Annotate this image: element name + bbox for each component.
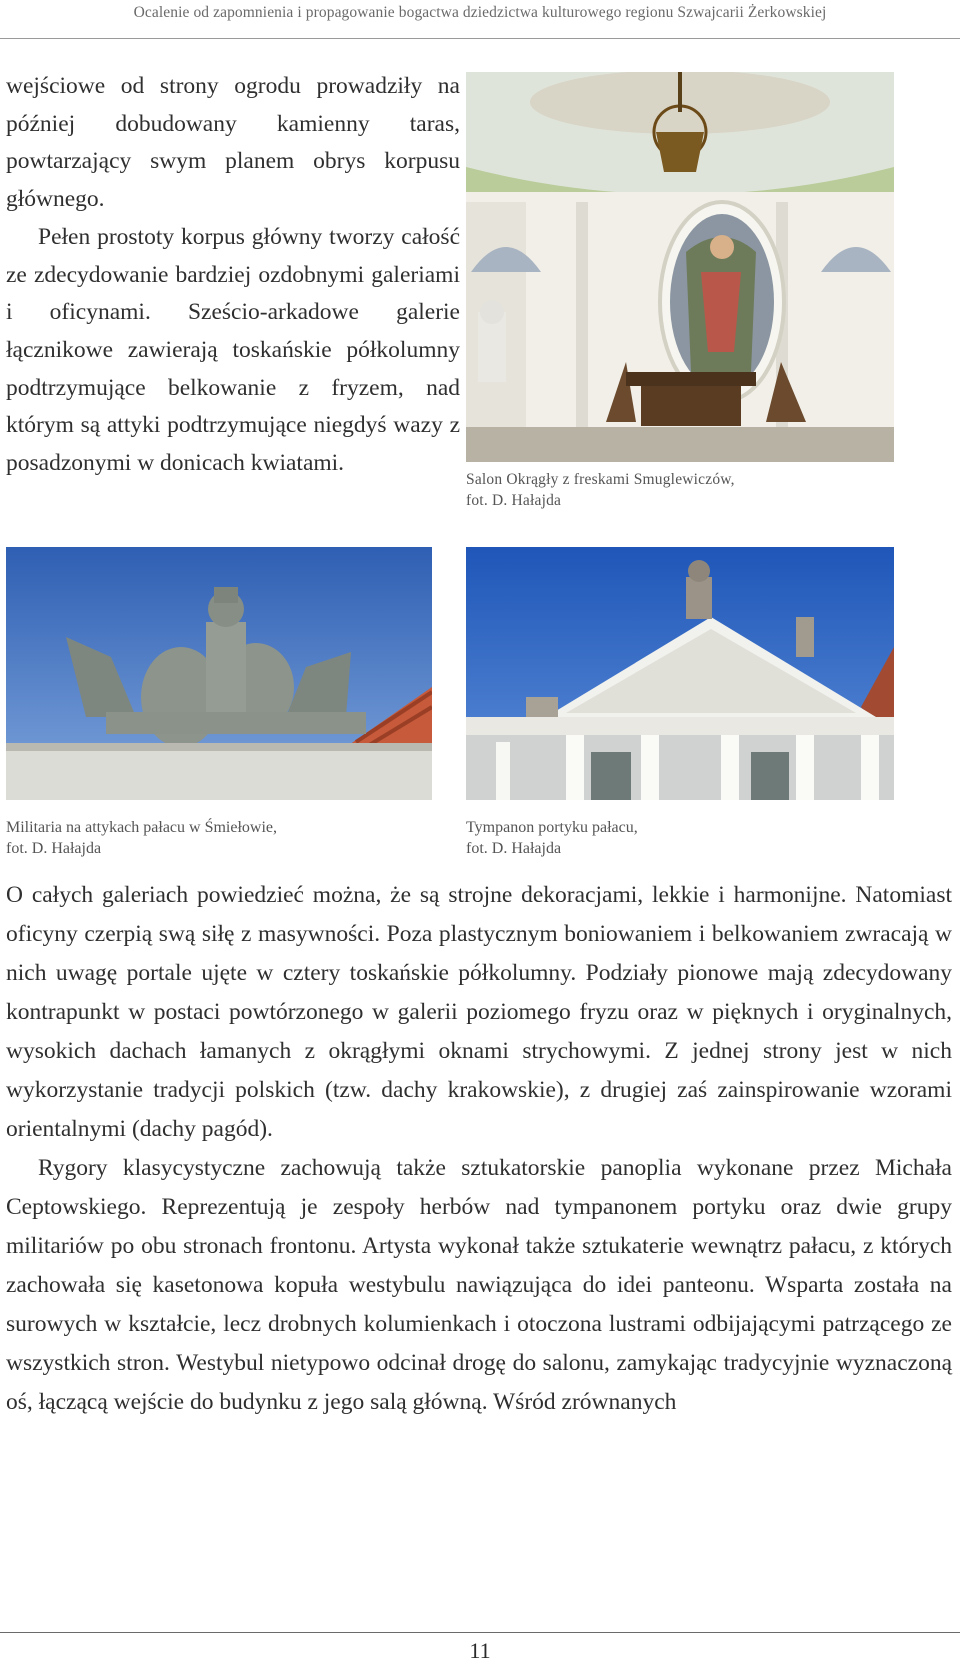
running-header-title: Ocalenie od zapomnienia i propagowanie bogactwa dziedzictwa kulturowego regionu Szwajcarii Żerkowskiej bbox=[133, 4, 827, 21]
tympanon-photo-caption bbox=[466, 818, 896, 859]
main-text bbox=[6, 876, 952, 1422]
intro-text-column bbox=[6, 68, 460, 483]
tympanon-caption-line-1: Tympanon portyku pałacu, bbox=[466, 819, 638, 836]
body-paragraph-1: O całych galeriach powiedzieć można, że są strojne dekoracjami, lekkie i harmonijne. Natomiast oficyny czerpią swą siłę z masywności. Poza plastycznym boniowaniem i belkowaniem zwracają w nich uwagę portale ujęte w cztery toskańskie półkolumny. Podziały pionowe mają zdecydowany kontrapunkt w postaci powtórzonego w galerii poziomego fryzu oraz w pięknych i oryginalnych, wysokich dachach łamanych z okrągłymi oknami strychowymi. Z jednej strony jest w nich wykorzystanie tradycji polskich (tzw. dachy krakowskie), z drugiej zaś zainspirowanie wzorami orientalnymi (dachy pagód). bbox=[6, 882, 952, 1142]
militaria-caption-line-1: Militaria na attykach pałacu w Śmiełowie, bbox=[6, 819, 278, 836]
militaria-photo bbox=[6, 547, 432, 800]
running-header bbox=[0, 0, 960, 39]
salon-caption-line-2: fot. D. Hałajda bbox=[466, 491, 562, 509]
militaria-photo-caption bbox=[6, 818, 446, 859]
tympanon-caption-line-2: fot. D. Hałajda bbox=[466, 839, 562, 857]
salon-photo-image bbox=[466, 72, 894, 462]
body-paragraph-2: Rygory klasycystyczne zachowują także sztukatorskie panoplia wykonane przez Michała Ceptowskiego. Reprezentują je zespoły herbów nad tympanonem portyku oraz dwie grupy militariów po obu stronach frontonu. Artysta wykonał także sztukaterie wewnątrz pałacu, z których zachowała się kasetonowa kopuła westybulu nawiązująca do idei panteonu. Wsparta została na surowych w kształcie, lecz drobnych kolumienkach i otoczona lustrami odbijającymi patrzącego ze wszystkich stron. Westybul nietypowo odcinał drogę do salonu, zamykając tradycyjnie wyznaczoną oś, łączącą wejście do budynku z jego salą główną. Wśród zrównanych bbox=[6, 1155, 952, 1415]
intro-paragraph-1: wejściowe od strony ogrodu prowadziły na później dobudowany kamienny taras, powtarzający swym planem obrys korpusu głównego. bbox=[6, 73, 460, 213]
intro-paragraph-2: Pełen prostoty korpus główny tworzy całość ze zdecydowanie bardziej ozdobnymi galeriami i oficynami. Sześcio-arkadowe galerie łącznikowe zawierają toskańskie półkolumny podtrzymujące belkowanie z fryzem, nad którym są attyki podtrzymujące niegdyś wazy z posadzonymi w donicach kwiatami. bbox=[6, 223, 460, 477]
tympanon-photo-image bbox=[466, 547, 894, 800]
tympanon-photo bbox=[466, 547, 894, 800]
militaria-caption-line-2: fot. D. Hałajda bbox=[6, 839, 102, 857]
salon-caption-line-1: Salon Okrągły z freskami Smuglewiczów, bbox=[466, 471, 735, 488]
footer-divider bbox=[0, 1632, 960, 1633]
salon-photo-caption bbox=[466, 470, 896, 511]
salon-photo bbox=[466, 72, 894, 462]
page-number: 11 bbox=[469, 1638, 491, 1663]
militaria-photo-image bbox=[6, 547, 432, 800]
